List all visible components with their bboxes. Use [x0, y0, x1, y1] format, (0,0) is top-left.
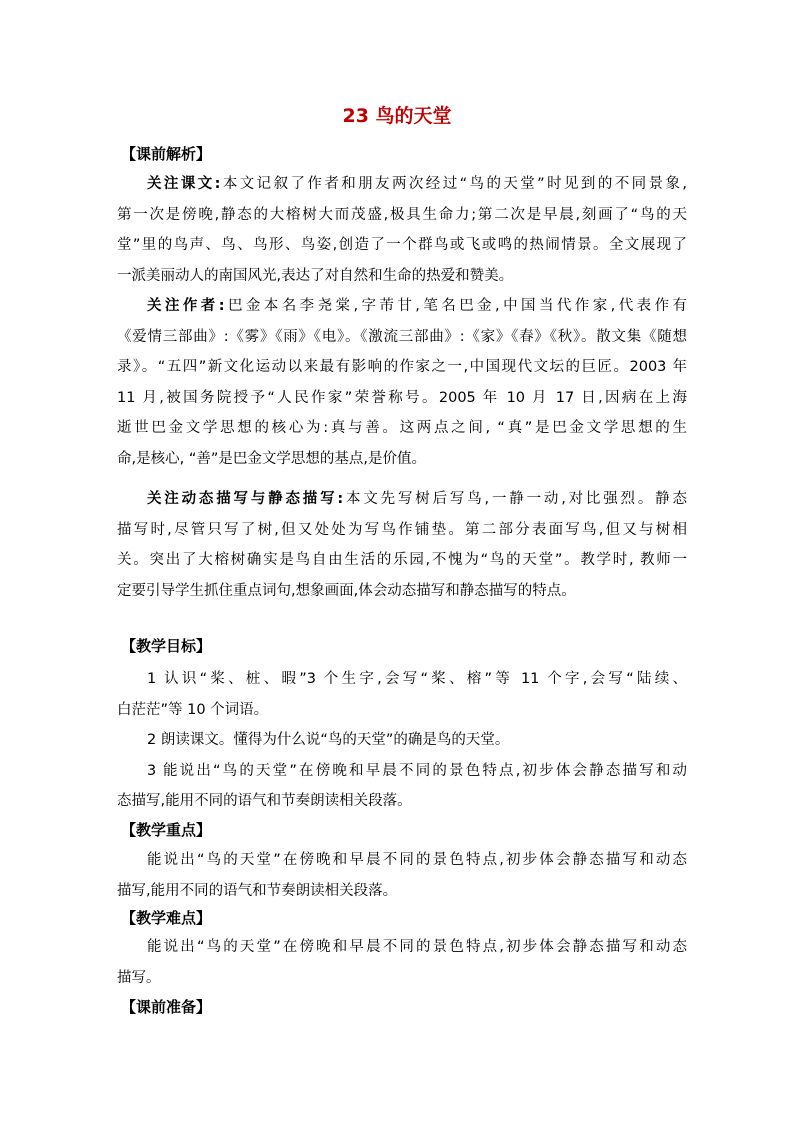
paragraph-line: 描写时,尽管只写了树,但又处处为写鸟作铺垫。第二部分表面写鸟,但又与树相	[117, 521, 687, 538]
paragraph-line: 一派美丽动人的南国风光,表达了对自然和生命的热爱和赞美。	[117, 267, 514, 284]
paragraph-lead: 关注作者:	[147, 298, 225, 314]
difficulties-text	[117, 932, 687, 993]
paragraph-line: 关注动态描写与静态描写:本文先写树后写鸟,一静一动,对比强烈。静态	[147, 491, 687, 507]
heading-difficulties: 【教学难点】	[121, 909, 212, 927]
paragraph-lead: 关注课文:	[147, 176, 221, 192]
paragraph-line: 堂”里的鸟声、鸟、鸟形、鸟姿,创造了一个群鸟或飞或鸣的热闹情景。全文展现了	[117, 237, 687, 253]
goal-item-line: 3 能说出“鸟的天堂”在傍晚和早晨不同的景色特点,初步体会静态描写和动	[147, 762, 687, 779]
paragraph-line: 逝世巴金文学思想的核心为:真与善。这两点之间, “真”是巴金文学思想的生	[117, 420, 687, 436]
paragraph-focus-description	[117, 484, 687, 606]
paragraph-line: 11 月,被国务院授予“人民作家”荣誉称号。2005 年 10 月 17 日,因病在上海	[117, 389, 687, 406]
goal-item-line: 1 认识“桨、桩、暇”3 个生字,会写“桨、榕”等 11 个字,会写“陆续、	[147, 671, 687, 687]
paragraph-line: 关注课文:本文记叙了作者和朋友两次经过“鸟的天堂”时见到的不同景象,	[147, 176, 687, 192]
paragraph-line: 第一次是傍晚,静态的大榕树大而茂盛,极具生命力;第二次是早晨,刻画了“鸟的天	[117, 206, 687, 223]
paragraph-line: 关。突出了大榕树确实是鸟自由生活的乐园,不愧为“鸟的天堂”。教学时, 教师一	[117, 552, 687, 568]
heading-key-points: 【教学重点】	[121, 821, 212, 839]
goals-list	[117, 664, 687, 817]
goal-item-line: 2 朗读课文。懂得为什么说“鸟的天堂”的确是鸟的天堂。	[147, 732, 510, 748]
paragraph-line: 能说出“鸟的天堂”在傍晚和早晨不同的景色特点,初步体会静态描写和动态	[147, 852, 687, 868]
paragraph-lead: 关注动态描写与静态描写:	[147, 491, 344, 507]
paragraph-line: 描写,能用不同的语气和节奏朗读相关段落。	[117, 882, 398, 899]
paragraph-line: 描写。	[117, 969, 161, 986]
key-points-text	[117, 845, 687, 906]
goal-item-line: 白茫茫”等 10 个词语。	[117, 701, 269, 718]
lesson-title: 23 鸟的天堂	[342, 105, 452, 127]
paragraph-focus-author	[117, 291, 687, 474]
paragraph-line: 《爱情三部曲》:《雾》《雨》《电》。《激流三部曲》:《家》《春》《秋》。散文集《随想	[117, 328, 687, 345]
heading-goals: 【教学目标】	[121, 637, 212, 655]
paragraph-line: 能说出“鸟的天堂”在傍晚和早晨不同的景色特点,初步体会静态描写和动态	[147, 939, 687, 955]
heading-analysis: 【课前解析】	[121, 145, 212, 163]
paragraph-line: 定要引导学生抓住重点词句,想象画面,体会动态描写和静态描写的特点。	[117, 582, 576, 599]
paragraph-line: 录》。“五四”新文化运动以来最有影响的作家之一,中国现代文坛的巨匠。2003 年	[117, 359, 687, 375]
paragraph-focus-text	[117, 169, 687, 291]
goal-item-line: 态描写,能用不同的语气和节奏朗读相关段落。	[117, 793, 412, 809]
paragraph-line: 关注作者:巴金本名李尧棠,字芾甘,笔名巴金,中国当代作家,代表作有	[147, 298, 687, 314]
heading-preparation: 【课前准备】	[121, 998, 212, 1016]
paragraph-line: 命,是核心, “善”是巴金文学思想的基点,是价值。	[117, 450, 426, 467]
